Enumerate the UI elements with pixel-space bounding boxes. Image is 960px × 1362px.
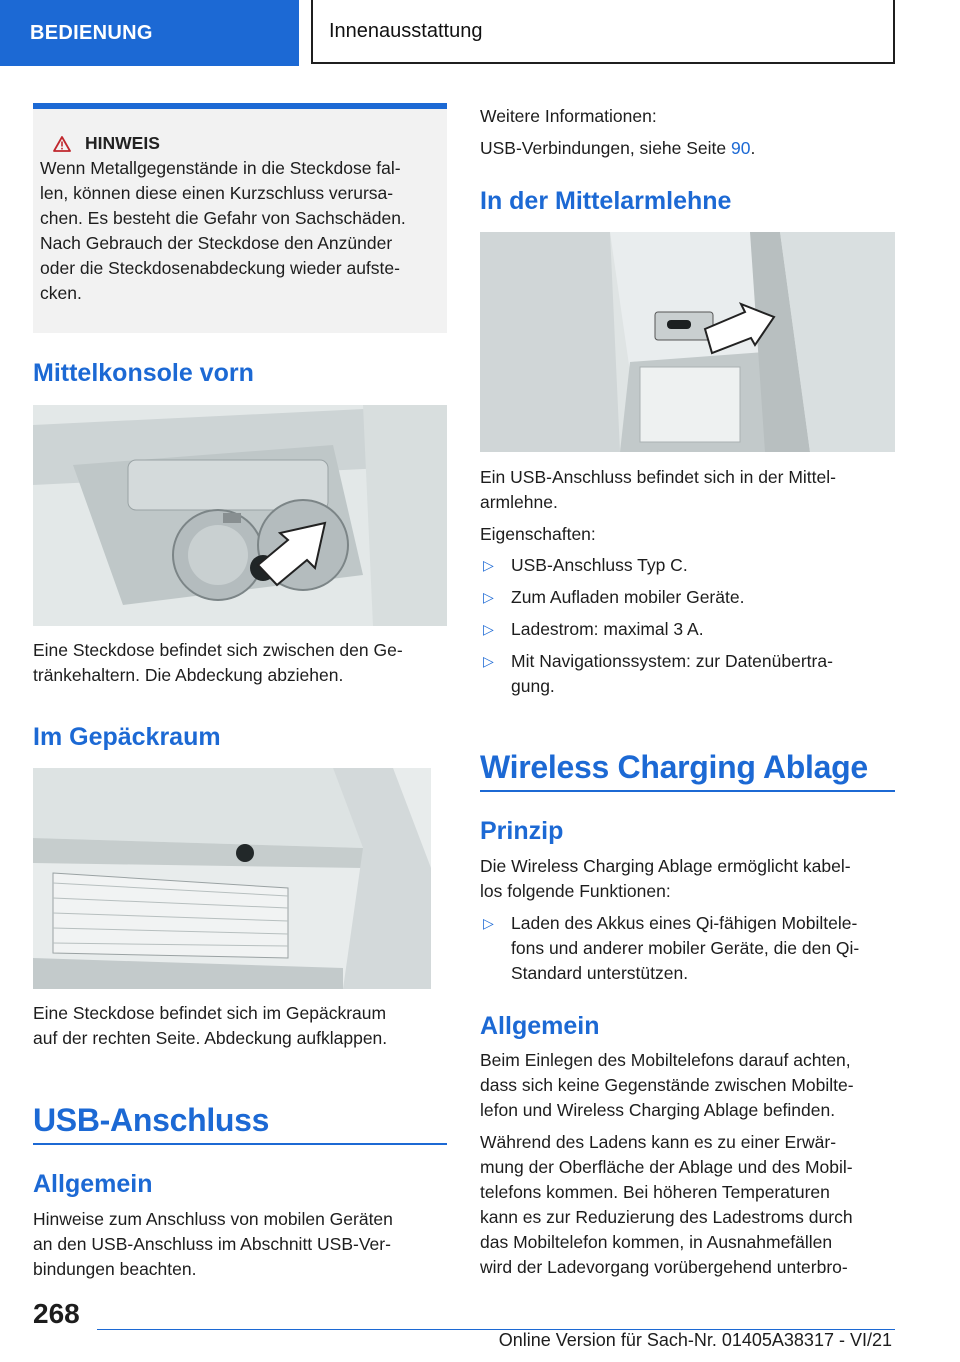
armrest-text: Ein USB-Anschluss befindet sich in der Mittel- armlehne. Eigenschaften: xyxy=(480,465,895,547)
allgemein-text: Beim Einlegen des Mobiltelefons darauf achten, dass sich keine Gegenstände zwischen Mobilte- lefon und Wireless Charging Ablage befinden. Während des Ladens kann es zu einer Erwär- mung der Oberfläche der Ablage und des Mobil- telefons kommen. Bei höheren Temperaturen kann es zur Reduzierung des Ladestroms durch das Mobiltelefon kommen, in Ausnahmefällen wird der Ladevorgang vorübergehend unterbro- xyxy=(480,1050,854,1277)
image-center-console xyxy=(33,405,447,626)
triangle-bullet-icon: ▷ xyxy=(483,621,494,637)
subheading-usb-allgemein: Allgemein xyxy=(33,1170,153,1198)
heading-rule xyxy=(480,790,895,792)
triangle-bullet-icon: ▷ xyxy=(483,915,494,931)
image-armrest xyxy=(480,232,895,452)
caption-luggage-compartment: Eine Steckdose befindet sich im Gepäckraum auf der rechten Seite. Abdeckung aufklappen. xyxy=(33,1003,388,1048)
warning-title: HINWEIS xyxy=(85,133,160,153)
list-item: ▷ Mit Navigationssystem: zur Datenübertra- gung. xyxy=(480,649,895,699)
heading-armrest: In der Mittelarmlehne xyxy=(480,187,732,215)
footer-version: Online Version für Sach-Nr. 01405A38317 - VI/21 xyxy=(498,1330,892,1350)
triangle-bullet-icon: ▷ xyxy=(483,557,494,573)
heading-usb: USB-Anschluss xyxy=(33,1102,270,1138)
properties-label: Eigenschaften: xyxy=(480,524,596,544)
warning-triangle-icon xyxy=(53,136,71,152)
usb-general-text: Hinweise zum Anschluss von mobilen Geräten an den USB-Anschluss im Abschnitt USB-Ver- bindungen beachten. xyxy=(33,1209,393,1279)
properties-list xyxy=(480,553,895,699)
heading-rule xyxy=(33,1143,447,1145)
page-number: 268 xyxy=(33,1298,80,1329)
heading-allgemein: Allgemein xyxy=(480,1012,600,1040)
warning-box xyxy=(33,103,447,333)
section-tab xyxy=(0,0,299,66)
list-item: ▷ Zum Aufladen mobiler Geräte. xyxy=(480,585,895,610)
chapter-title: Innenausstattung xyxy=(329,19,483,42)
section-title: BEDIENUNG xyxy=(30,21,153,44)
caption-center-console: Eine Steckdose befindet sich zwischen den Ge- tränkehaltern. Die Abdeckung abziehen. xyxy=(33,640,403,685)
triangle-bullet-icon: ▷ xyxy=(483,589,494,605)
heading-prinzip: Prinzip xyxy=(480,817,564,845)
heading-wireless-charging: Wireless Charging Ablage xyxy=(480,749,868,785)
chapter-tab xyxy=(311,0,895,64)
list-item: ▷ Laden des Akkus eines Qi-fähigen Mobiltele- fons und anderer mobiler Geräte, die den Qi- Standard unterstützen. xyxy=(480,911,895,986)
triangle-bullet-icon: ▷ xyxy=(483,653,494,669)
page-link-90[interactable]: 90 xyxy=(731,138,751,158)
warning-text: Wenn Metallgegenstände in die Steckdose fal- len, können diese einen Kurzschluss verursa- chen. Es besteht die Gefahr von Sachschäden. Nach Gebrauch der Steckdose den Anzünder oder die Steckdosenabdeckung wieder aufste- cken. xyxy=(40,158,406,303)
heading-gepaeckraum: Im Gepäckraum xyxy=(33,723,221,751)
more-info: Weitere Informationen: USB-Verbindungen, siehe Seite 90. xyxy=(480,106,756,158)
prinzip-text: Die Wireless Charging Ablage ermöglicht kabel- los folgende Funktionen: ▷ Laden des Akkus eines Qi-fähigen Mobiltele- fons und anderer mobiler Geräte, die den Qi- Standard unterstützen. xyxy=(480,854,895,986)
list-item: ▷ USB-Anschluss Typ C. xyxy=(480,553,895,578)
list-item: ▷ Ladestrom: maximal 3 A. xyxy=(480,617,895,642)
image-luggage-compartment xyxy=(33,768,431,989)
heading-mittelkonsole: Mittelkonsole vorn xyxy=(33,359,254,387)
